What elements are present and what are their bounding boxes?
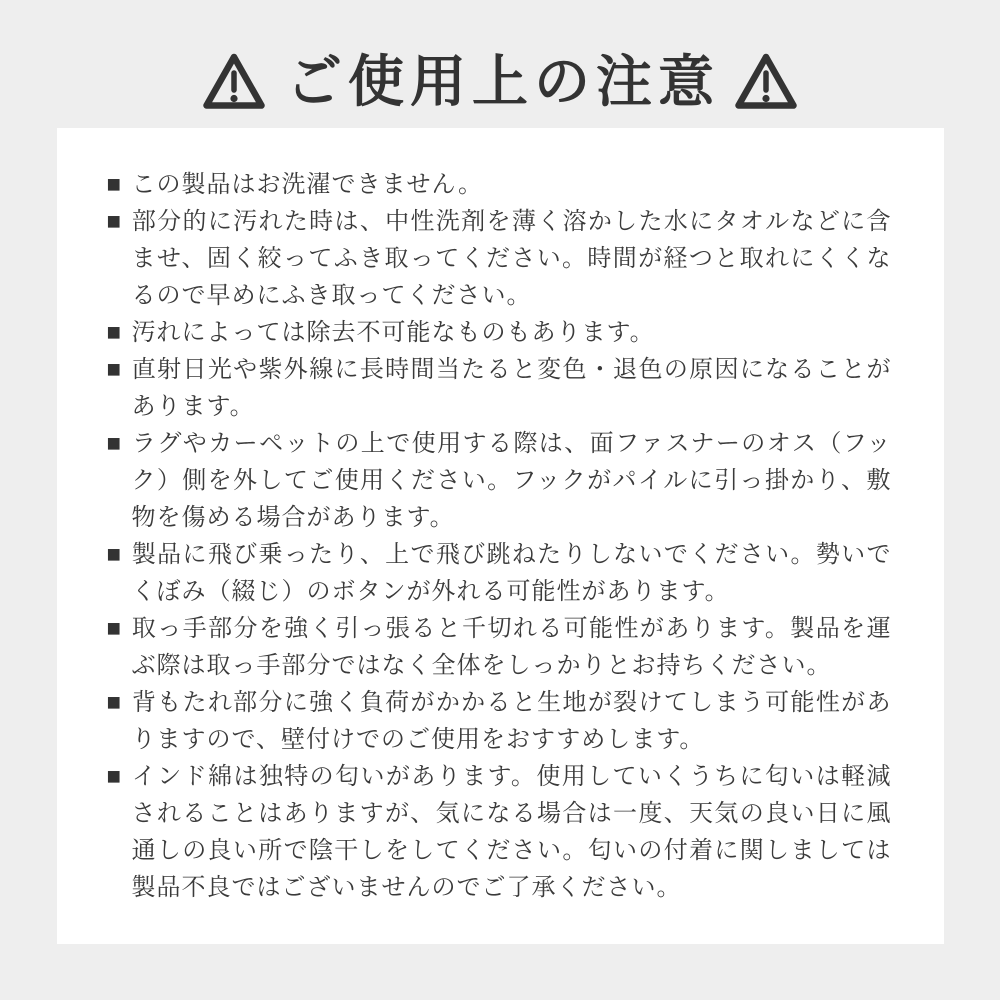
notice-item-text: インド綿は独特の匂いがあります。使用していくうちに匂いは軽減されることはありますが、気になる場合は一度、天気の良い日に風通しの良い所で陰干しをしてください。匂いの付着に関しましては製品不良ではございませんのでご了承ください。 xyxy=(131,763,892,901)
notice-item-text: 背もたれ部分に強く負荷がかかると生地が裂けてしまう可能性がありますので、壁付けでのご使用をおすすめします。 xyxy=(131,689,892,753)
square-bullet-icon: ■ xyxy=(106,763,122,790)
notice-item xyxy=(107,610,892,684)
notice-item-text: 取っ手部分を強く引っ張ると千切れる可能性があります。製品を運ぶ際は取っ手部分ではなく全体をしっかりとお持ちください。 xyxy=(131,615,892,679)
page-title: ご使用上の注意 xyxy=(286,50,720,113)
notice-item xyxy=(107,166,892,203)
notice-item xyxy=(107,536,892,610)
notice-item xyxy=(107,351,892,425)
warning-triangle-icon xyxy=(202,52,266,112)
square-bullet-icon: ■ xyxy=(106,208,122,235)
notice-item xyxy=(107,684,892,758)
notice-panel xyxy=(57,128,944,944)
square-bullet-icon: ■ xyxy=(106,356,122,383)
notice-item-text: 直射日光や紫外線に長時間当たると変色・退色の原因になることがあります。 xyxy=(131,356,892,420)
square-bullet-icon: ■ xyxy=(106,319,122,346)
notice-list xyxy=(107,166,892,906)
notice-item-text: ラグやカーペットの上で使用する際は、面ファスナーのオス（フック）側を外してご使用ください。フックがパイルに引っ掛かり、敷物を傷める場合があります。 xyxy=(131,430,892,531)
notice-item xyxy=(107,203,892,314)
square-bullet-icon: ■ xyxy=(106,430,122,457)
page-header xyxy=(0,0,1000,114)
square-bullet-icon: ■ xyxy=(106,689,122,716)
notice-item-text: 汚れによっては除去不可能なものもあります。 xyxy=(131,319,655,346)
warning-triangle-icon xyxy=(734,52,798,112)
notice-item xyxy=(107,758,892,906)
notice-item-text: 製品に飛び乗ったり、上で飛び跳ねたりしないでください。勢いでくぼみ（綴じ）のボタンが外れる可能性があります。 xyxy=(131,541,892,605)
notice-item-text: この製品はお洗濯できません。 xyxy=(131,171,483,198)
square-bullet-icon: ■ xyxy=(106,615,122,642)
notice-item xyxy=(107,314,892,351)
notice-item xyxy=(107,425,892,536)
notice-item-text: 部分的に汚れた時は、中性洗剤を薄く溶かした水にタオルなどに含ませ、固く絞ってふき取ってください。時間が経つと取れにくくなるので早めにふき取ってください。 xyxy=(131,208,892,309)
square-bullet-icon: ■ xyxy=(106,171,122,198)
square-bullet-icon: ■ xyxy=(106,541,122,568)
